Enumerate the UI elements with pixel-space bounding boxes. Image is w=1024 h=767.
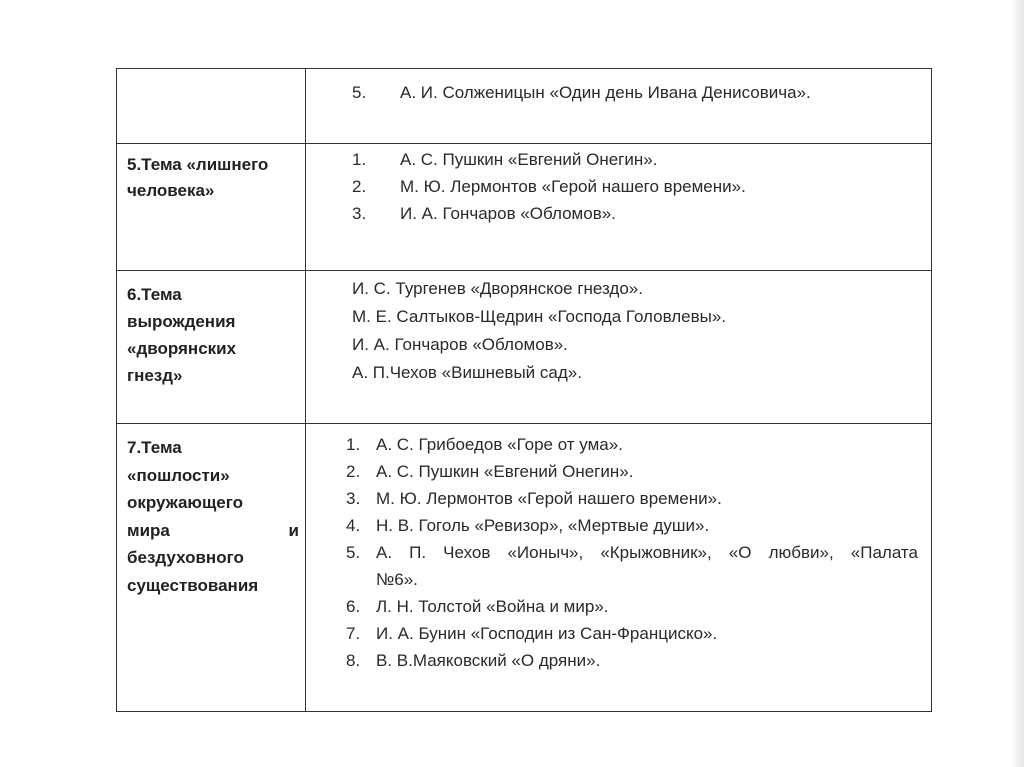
theme-title-line: вырождения bbox=[127, 312, 236, 331]
list-item bbox=[352, 331, 726, 359]
item-number: 3. bbox=[352, 204, 367, 223]
list-item bbox=[352, 79, 811, 106]
works-list bbox=[352, 146, 746, 227]
item-number: 2. bbox=[346, 462, 361, 481]
table-row bbox=[117, 424, 931, 711]
list-item bbox=[352, 303, 726, 331]
list-item bbox=[352, 173, 746, 200]
works-cell bbox=[306, 424, 931, 711]
theme-title-line: 7.Тема bbox=[127, 438, 182, 457]
item-number: 1. bbox=[346, 435, 361, 454]
item-word: «Палата bbox=[850, 543, 918, 562]
item-text: М. Ю. Лермонтов «Герой нашего времени». bbox=[376, 489, 722, 508]
theme-title-line: «дворянских bbox=[127, 339, 237, 358]
list-item bbox=[346, 593, 918, 620]
literature-themes-table bbox=[116, 68, 932, 712]
theme-cell bbox=[117, 424, 306, 711]
list-item bbox=[346, 485, 918, 512]
item-text: И. А. Гончаров «Обломов». bbox=[352, 335, 568, 354]
theme-title-line: 5.Тема «лишнего bbox=[127, 155, 269, 174]
list-item bbox=[346, 512, 918, 539]
item-number: 1. bbox=[352, 150, 367, 169]
theme-cell bbox=[117, 69, 306, 143]
item-text: И. А. Бунин «Господин из Сан-Франциско». bbox=[376, 624, 718, 643]
item-text: А. С. Пушкин «Евгений Онегин». bbox=[376, 462, 634, 481]
item-word: «О bbox=[728, 543, 752, 562]
theme-title bbox=[127, 434, 299, 599]
list-item bbox=[346, 539, 918, 593]
item-word: А. bbox=[376, 543, 393, 562]
item-number: 2. bbox=[352, 177, 367, 196]
table-row bbox=[117, 271, 931, 424]
list-item bbox=[352, 359, 726, 387]
theme-title-word: мира bbox=[127, 520, 170, 540]
item-text: А. С. Пушкин «Евгений Онегин». bbox=[400, 150, 658, 169]
works-list bbox=[346, 431, 918, 674]
item-text: М. Ю. Лермонтов «Герой нашего времени». bbox=[400, 177, 746, 196]
item-number: 5. bbox=[352, 83, 367, 102]
item-word: любви», bbox=[768, 543, 834, 562]
item-number: 8. bbox=[346, 651, 361, 670]
theme-title bbox=[127, 281, 299, 389]
item-word: П. bbox=[409, 543, 427, 562]
theme-title-line: бездуховного bbox=[127, 548, 244, 567]
theme-title-line: человека» bbox=[127, 181, 215, 200]
list-item bbox=[346, 647, 918, 674]
works-cell bbox=[306, 144, 931, 270]
table-row bbox=[117, 69, 931, 144]
theme-title-line bbox=[127, 517, 299, 545]
item-number: 5. bbox=[346, 543, 361, 562]
table-row bbox=[117, 144, 931, 271]
item-word: «Ионыч», bbox=[507, 543, 584, 562]
item-word: «Крыжовник», bbox=[600, 543, 712, 562]
works-cell bbox=[306, 69, 931, 143]
item-word: Чехов bbox=[443, 543, 491, 562]
item-text: В. В.Маяковский «О дряни». bbox=[376, 651, 601, 670]
item-text-line: №6». bbox=[376, 570, 418, 589]
item-text: И. С. Тургенев «Дворянское гнездо». bbox=[352, 279, 643, 298]
works-list bbox=[352, 275, 726, 387]
list-item bbox=[352, 146, 746, 173]
theme-title-line: окружающего bbox=[127, 493, 243, 512]
theme-title-line: существования bbox=[127, 575, 259, 595]
list-item bbox=[346, 458, 918, 485]
item-text-line bbox=[346, 539, 918, 566]
item-text: А. П.Чехов «Вишневый сад». bbox=[352, 363, 582, 382]
item-number: 6. bbox=[346, 597, 361, 616]
works-list bbox=[352, 79, 811, 106]
item-text: А. И. Солженицын «Один день Ивана Денисовича». bbox=[400, 83, 811, 102]
theme-title bbox=[127, 152, 299, 204]
item-number: 4. bbox=[346, 516, 361, 535]
list-item bbox=[352, 275, 726, 303]
works-cell bbox=[306, 271, 931, 423]
list-item bbox=[352, 200, 746, 227]
list-item bbox=[346, 431, 918, 458]
theme-cell bbox=[117, 144, 306, 270]
theme-title-word: и bbox=[288, 520, 299, 540]
item-text: Н. В. Гоголь «Ревизор», «Мертвые души». bbox=[376, 516, 710, 535]
slide-edge-shade bbox=[1010, 0, 1024, 767]
list-item bbox=[346, 620, 918, 647]
theme-cell bbox=[117, 271, 306, 423]
theme-title-line: «пошлости» bbox=[127, 465, 230, 485]
item-text: М. Е. Салтыков-Щедрин «Господа Головлевы». bbox=[352, 307, 727, 326]
item-text: А. С. Грибоедов «Горе от ума». bbox=[376, 435, 623, 454]
item-text: И. А. Гончаров «Обломов». bbox=[400, 204, 616, 223]
item-number: 7. bbox=[346, 624, 361, 643]
item-number: 3. bbox=[346, 489, 361, 508]
item-text: Л. Н. Толстой «Война и мир». bbox=[376, 597, 609, 616]
theme-title-line: 6.Тема bbox=[127, 285, 182, 304]
theme-title-line: гнезд» bbox=[127, 366, 183, 385]
